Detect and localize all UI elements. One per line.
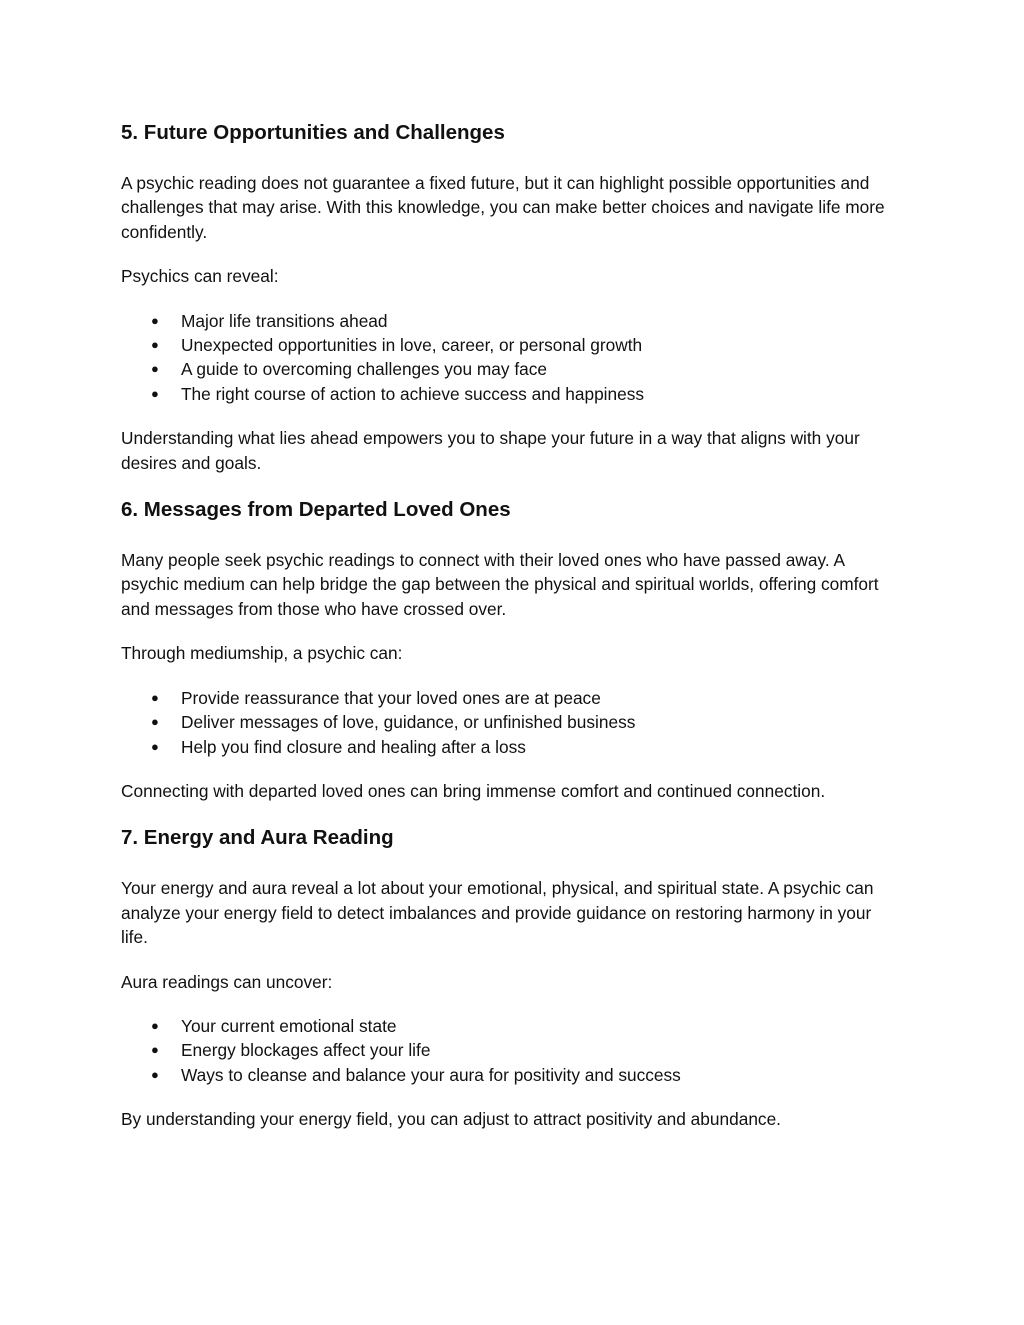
bullet-icon: ●: [151, 361, 159, 377]
document-content: [121, 118, 911, 1132]
list-item: ● Major life transitions ahead: [121, 309, 911, 333]
list-item: ● Deliver messages of love, guidance, or unfinished business: [121, 710, 911, 734]
section-lead: Psychics can reveal:: [121, 266, 279, 287]
bullet-list: [121, 686, 911, 759]
bullet-icon: ●: [151, 1017, 159, 1033]
section-lead: Aura readings can uncover:: [121, 971, 333, 992]
list-item: ● Help you find closure and healing after a loss: [121, 735, 911, 759]
section-energy-aura: [121, 823, 911, 1131]
section-closing: Understanding what lies ahead empowers you to shape your future in a way that aligns with your desires and goals.: [121, 428, 860, 473]
list-item: ● Ways to cleanse and balance your aura for positivity and success: [121, 1063, 911, 1087]
section-intro: Many people seek psychic readings to connect with their loved ones who have passed away. A psychic medium can help bridge the gap between the physical and spiritual worlds, offering comfort and messages from those who have crossed over.: [121, 550, 879, 619]
bullet-icon: ●: [151, 312, 159, 328]
list-item: ● The right course of action to achieve success and happiness: [121, 382, 911, 406]
list-item: ● Provide reassurance that your loved ones are at peace: [121, 686, 911, 710]
bullet-icon: ●: [151, 738, 159, 754]
section-future-opportunities: [121, 118, 911, 475]
section-departed-loved-ones: [121, 495, 911, 803]
list-item: ● Unexpected opportunities in love, career, or personal growth: [121, 333, 911, 357]
bullet-icon: ●: [151, 689, 159, 705]
bullet-icon: ●: [151, 1066, 159, 1082]
bullet-icon: ●: [151, 385, 159, 401]
bullet-icon: ●: [151, 337, 159, 353]
section-intro: A psychic reading does not guarantee a fixed future, but it can highlight possible opportunities and challenges that may arise. With this knowledge, you can make better choices and navigate life more confidently.: [121, 173, 885, 242]
section-heading: 5. Future Opportunities and Challenges: [121, 121, 505, 144]
bullet-icon: ●: [151, 714, 159, 730]
bullet-icon: ●: [151, 1042, 159, 1058]
section-closing: Connecting with departed loved ones can bring immense comfort and continued connection.: [121, 780, 826, 801]
section-heading: 6. Messages from Departed Loved Ones: [121, 498, 511, 522]
list-item: ● Energy blockages affect your life: [121, 1038, 911, 1062]
bullet-list: [121, 309, 911, 407]
section-intro: Your energy and aura reveal a lot about your emotional, physical, and spiritual state. A psychic can analyze your energy field to detect imbalances and provide guidance on restoring harmony in your life.: [121, 878, 874, 948]
section-lead: Through mediumship, a psychic can:: [121, 643, 403, 664]
list-item: ● Your current emotional state: [121, 1014, 911, 1038]
list-item: ● A guide to overcoming challenges you may face: [121, 357, 911, 381]
bullet-list: [121, 1014, 911, 1087]
section-heading: 7. Energy and Aura Reading: [121, 826, 394, 850]
section-closing: By understanding your energy field, you can adjust to attract positivity and abundance.: [121, 1109, 781, 1130]
